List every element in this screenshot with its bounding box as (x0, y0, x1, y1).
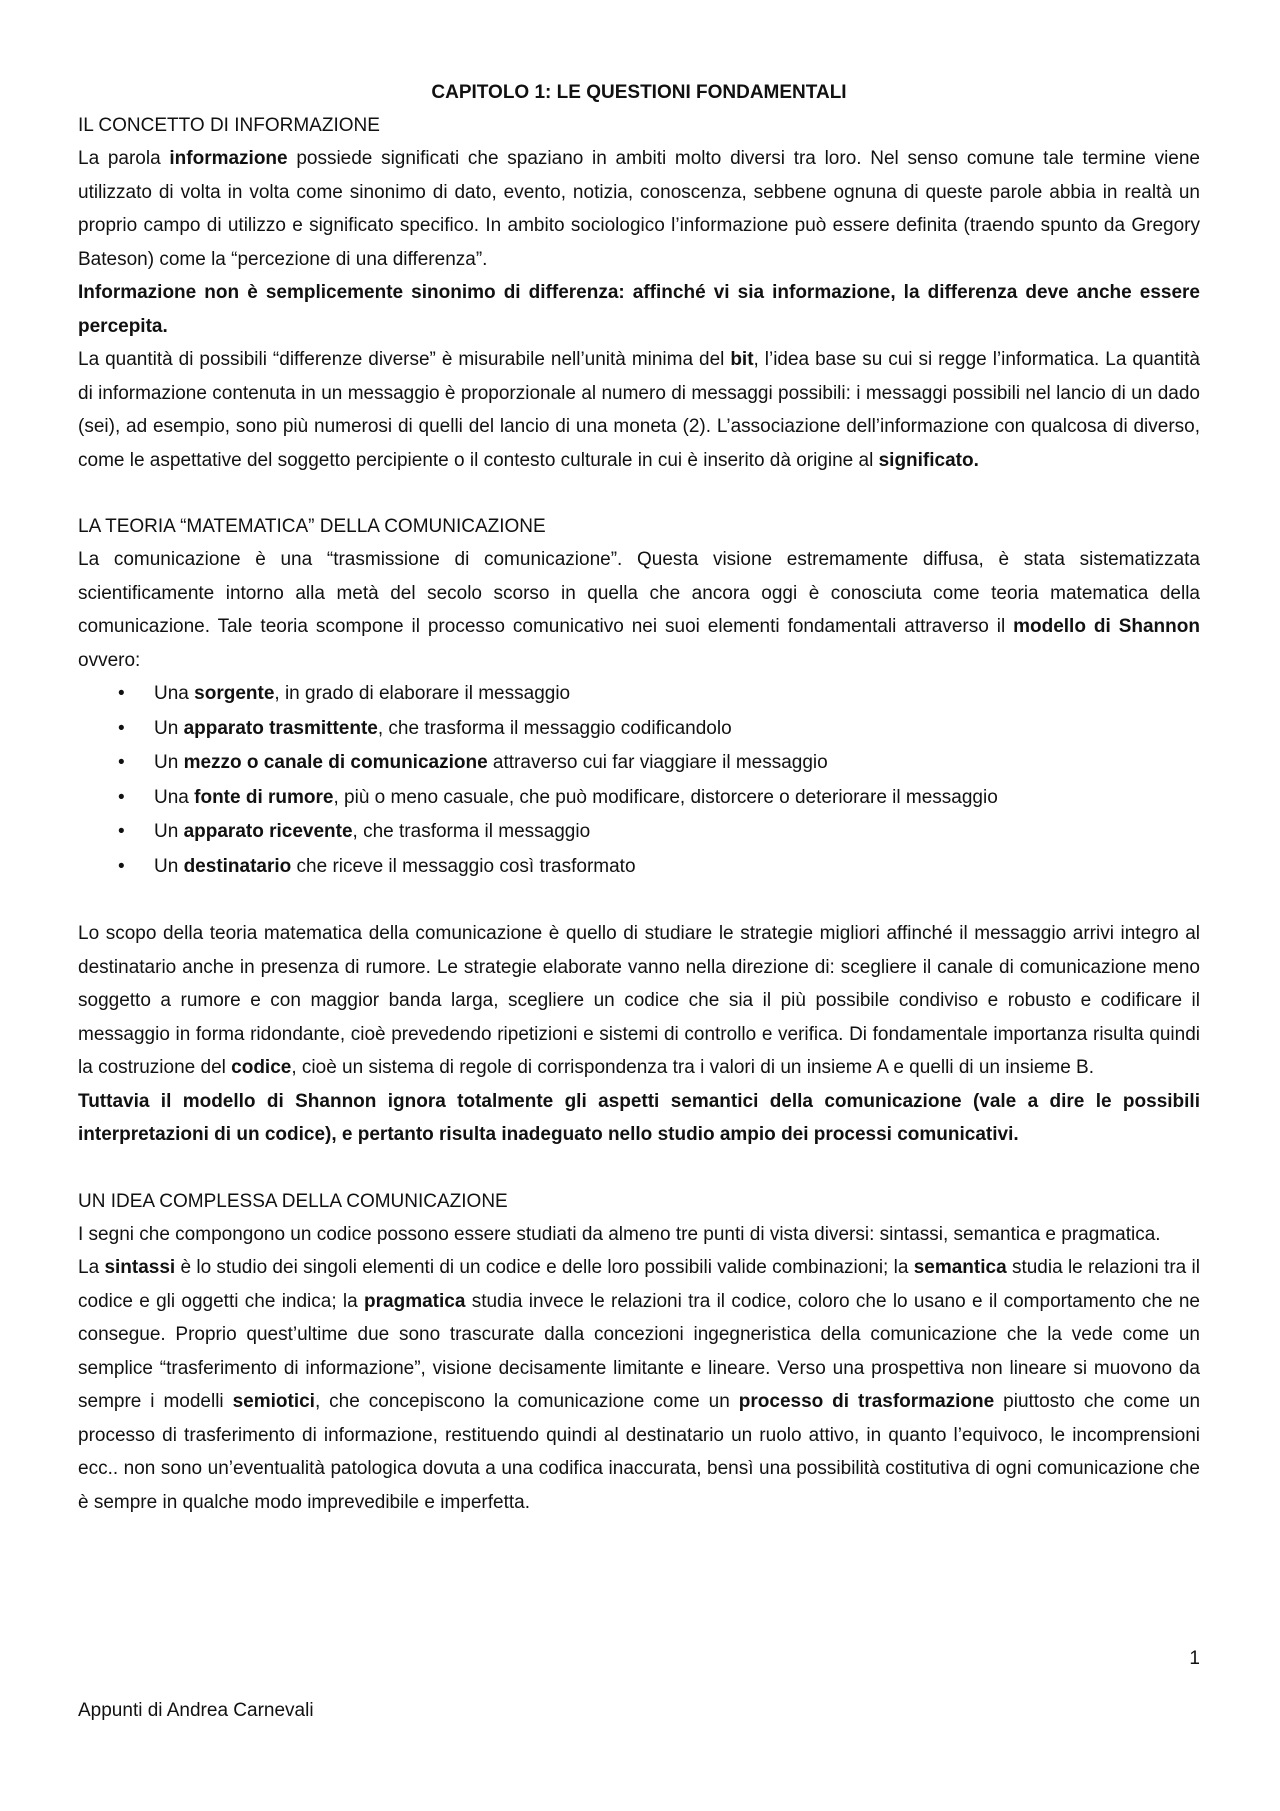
document-page (78, 76, 1200, 1519)
list-item: • Un apparato trasmittente, che trasforma il messaggio codificandolo (78, 712, 1200, 747)
bullet-icon: • (118, 821, 125, 842)
bold-paragraph: Tuttavia il modello di Shannon ignora totalmente gli aspetti semantici della comunicazione (vale a dire le possibili interpretazioni di un codice), e pertanto risulta inadeguato nello studio ampio dei processi comunicativi. (78, 1090, 1200, 1145)
paragraph: La quantità di possibili “differenze diverse” è misurabile nell’unità minima del bit, l’idea base su cui si regge l’informatica. La quantità di informazione contenuta in un messaggio è proporzionale al numero di messaggi possibili: i messaggi possibili nel lancio di un dado (sei), ad esempio, sono più numerosi di quelli del lancio di una moneta (2). L’associazione dell’informazione con qualcosa di diverso, come le aspettative del soggetto percipiente o il contesto culturale in cui è inserito dà origine al significato. (78, 349, 1200, 471)
footer-author: Appunti di Andrea Carnevali (78, 1700, 314, 1721)
bullet-icon: • (118, 752, 125, 773)
paragraph: I segni che compongono un codice possono essere studiati da almeno tre punti di vista diversi: sintassi, semantica e pragmatica. (78, 1223, 1161, 1245)
list-item: • Un mezzo o canale di comunicazione attraverso cui far viaggiare il messaggio (78, 746, 1200, 781)
shannon-model-list (78, 677, 1200, 884)
bullet-icon: • (118, 683, 125, 704)
paragraph: La sintassi è lo studio dei singoli elementi di un codice e delle loro possibili valide combinazioni; la semantica studia le relazioni tra il codice e gli oggetti che indica; la pragmatica studia invece le relazioni tra il codice, coloro che lo usano e il comportamento che ne consegue. Proprio quest’ultime due sono trascurate dalla concezioni ingegneristica della comunicazione che la vede come un semplice “trasferimento di informazione”, visione decisamente limitante e lineare. Verso una prospettiva non lineare si muovono da sempre i modelli semiotici, che concepiscono la comunicazione come un processo di trasformazione piuttosto che come un processo di trasferimento di informazione, restituendo quindi al destinatario un ruolo attivo, in quanto l’equivoco, le incomprensioni ecc.. non sono un’eventualità patologica dovuta a una codifica inaccurata, bensì una possibilità costitutiva di ogni comunicazione che è sempre in qualche modo imprevedibile e imperfetta. (78, 1257, 1201, 1513)
bullet-icon: • (118, 855, 125, 877)
paragraph: La parola informazione possiede significati che spaziano in ambiti molto diversi tra loro. Nel senso comune tale termine viene utilizzato di volta in volta come sinonimo di dato, evento, notizia, conoscenza, sebbene ognuna di queste parole abbia in realtà un proprio campo di utilizzo e significato specifico. In ambito sociologico l’informazione può essere definita (traendo spunto da Gregory Bateson) come la “percezione di una differenza”. (78, 148, 1200, 270)
paragraph: La comunicazione è una “trasmissione di comunicazione”. Questa visione estremamente diffusa, è stata sistematizzata scientificamente intorno alla metà del secolo scorso in quella che ancora oggi è conosciuta come teoria matematica della comunicazione. Tale teoria scompone il processo comunicativo nei suoi elementi fondamentali attraverso il modello di Shannon ovvero: (78, 549, 1200, 671)
section-heading-idea-complessa: UN IDEA COMPLESSA DELLA COMUNICAZIONE (78, 1190, 508, 1212)
list-item: • Un apparato ricevente, che trasforma il messaggio (78, 815, 1200, 850)
bullet-icon: • (118, 717, 125, 739)
bold-paragraph: Informazione non è semplicemente sinonimo di differenza: affinché vi sia informazione, la differenza deve anche essere percepita. (78, 282, 1200, 337)
bullet-icon: • (118, 786, 125, 808)
section-heading-informazione: IL CONCETTO DI INFORMAZIONE (78, 115, 380, 136)
page-number: 1 (1189, 1648, 1200, 1669)
list-item: • Una fonte di rumore, più o meno casuale, che può modificare, distorcere o deteriorare il messaggio (78, 781, 1200, 816)
list-item: • Una sorgente, in grado di elaborare il messaggio (78, 677, 1200, 712)
chapter-title: CAPITOLO 1: LE QUESTIONI FONDAMENTALI (431, 82, 847, 103)
list-item: • Un destinatario che riceve il messaggio così trasformato (78, 850, 1200, 885)
section-heading-teoria-matematica: LA TEORIA “MATEMATICA” DELLA COMUNICAZIONE (78, 516, 546, 537)
paragraph: Lo scopo della teoria matematica della comunicazione è quello di studiare le strategie migliori affinché il messaggio arrivi integro al destinatario anche in presenza di rumore. Le strategie elaborate vanno nella direzione di: scegliere il canale di comunicazione meno soggetto a rumore e con maggior banda larga, scegliere un codice che sia il più possibile condiviso e robusto e codificare il messaggio in forma ridondante, cioè prevedendo ripetizioni e sistemi di controllo e verifica. Di fondamentale importanza risulta quindi la costruzione del codice, cioè un sistema di regole di corrispondenza tra i valori di un insieme A e quelli di un insieme B. (78, 923, 1200, 1078)
